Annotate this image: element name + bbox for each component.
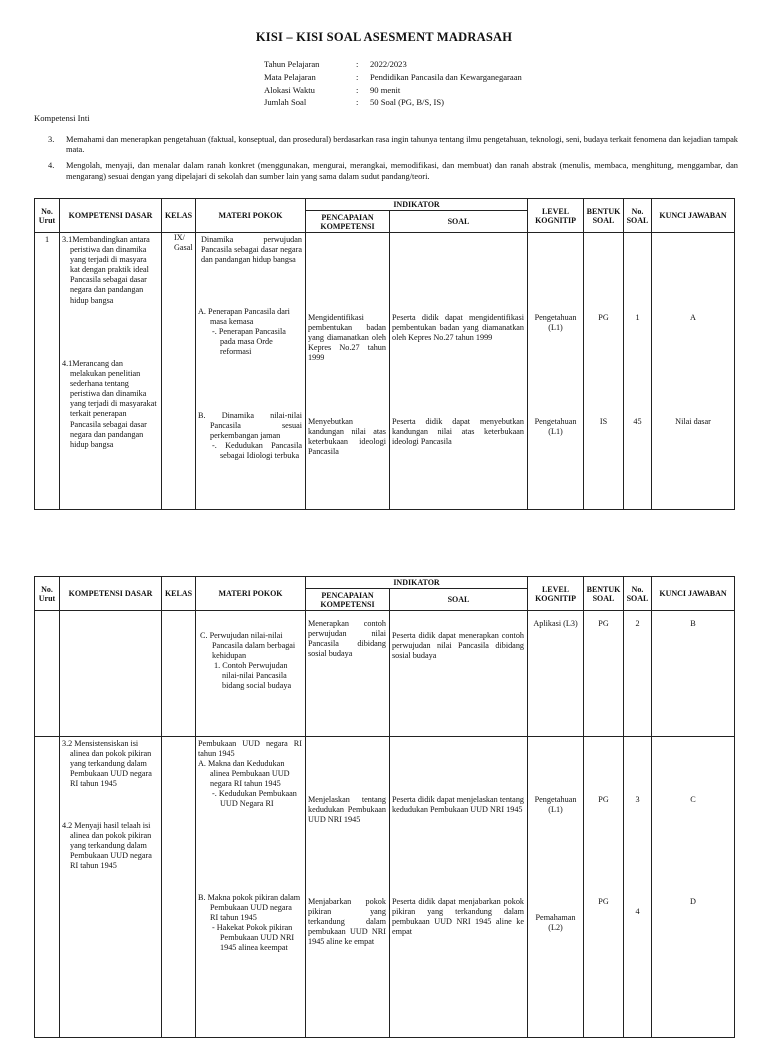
table-row — [35, 233, 735, 510]
kompetensi-inti-heading: Kompetensi Inti — [34, 113, 90, 123]
header-kunci-jawaban: KUNCI JAWABAN — [652, 577, 735, 611]
header-soal: SOAL — [390, 589, 528, 611]
header-kunci-jawaban: KUNCI JAWABAN — [652, 199, 735, 233]
document-meta — [264, 58, 522, 109]
materi-c: C. Perwujudan nilai-nilai Pancasila dalam berbagai kehidupan 1. Contoh Perwujudan nilai-nilai Pancasila bidang social budaya — [200, 631, 296, 691]
pencapaian-kompetensi: Menerapkan contoh perwujudan nilai Pancasila dibidang sosial budaya — [308, 619, 386, 659]
kd-item: 3.1Membandingkan antara peristiwa dan dinamika yang terjadi di masyara kat dengan praktik ideal Pancasila sebagai dasar negara dan pandangan hidup bangsa — [62, 235, 150, 305]
level-kognitip: Pengetahuan (L1) — [534, 313, 577, 333]
kisi-table-2 — [34, 576, 735, 1038]
soal-indikator: Peserta didik dapat menjabarkan pokok pikiran yang terkandung dalam pembukaan UUD NRI 1945 aline ke empat — [392, 897, 525, 937]
level-kognitip: Pengetahuan (L1) — [534, 795, 577, 815]
materi-b: B. Dinamika nilai-nilai Pancasila sesuai perkembangan jaman -. Kedudukan Pancasila sebagai Idiologi terbuka — [198, 411, 302, 461]
no-soal: 2 — [635, 619, 640, 628]
header-indikator: INDIKATOR — [306, 199, 528, 211]
meta-tahun-pelajaran: Tahun Pelajaran : 2022/2023 — [264, 59, 407, 69]
pencapaian-kompetensi: Menjelaskan tentang kedudukan Pembukaan UUD NRI 1945 — [308, 795, 386, 825]
header-kompetensi-dasar: KOMPETENSI DASAR — [60, 199, 162, 233]
header-indikator: INDIKATOR — [306, 577, 528, 589]
kompetensi-inti-item: 4. Mengolah, menyaji, dan menalar dalam ranah konkret (menggunakan, mengurai, merangkai, memodifikasi, dan membuat) dan ranah abstrak (menulis, membaca, menghitung, menggambar, dan mengarang) sesuai dengan yang dipelajari di sekolah dan sumber lain yang sama dalam sudut pandang/teori. — [48, 161, 738, 181]
bentuk-soal: PG — [598, 897, 609, 906]
kunci-jawaban: A — [690, 313, 696, 322]
no-urut: 1 — [44, 235, 50, 244]
no-soal: 4 — [635, 907, 640, 916]
header-soal: SOAL — [390, 211, 528, 233]
table-row — [35, 737, 735, 1038]
pencapaian-kompetensi: Menjabarkan pokok pikiran yang terkandung dalam pembukaan UUD NRI 1945 aline ke empat — [308, 897, 386, 947]
header-pencapaian-kompetensi: PENCAPAIAN KOMPETENSI — [306, 589, 390, 611]
header-level-kognitip: LEVEL KOGNITIP — [528, 199, 584, 233]
header-kelas: KELAS — [162, 199, 196, 233]
materi-intro: Dinamika perwujudan Pancasila sebagai dasar negara dan pandangan hidup bangsa — [201, 235, 302, 265]
header-kelas: KELAS — [162, 577, 196, 611]
no-soal: 45 — [633, 417, 642, 426]
level-kognitip: Pemahaman (L2) — [535, 913, 576, 933]
kd-item: 3.2 Mensistensiskan isi alinea dan pokok pikiran yang terkandung dalam Pembukaan UUD negara RI tahun 1945 — [62, 739, 152, 789]
meta-mata-pelajaran: Mata Pelajaran : Pendidikan Pancasila dan Kewarganegaraan — [264, 71, 522, 82]
materi-a: A. Makna dan Kedudukan alinea Pembukaan UUD negara RI tahun 1945 -. Kedudukan Pembukaan UUD Negara RI — [198, 759, 297, 809]
no-soal: 3 — [635, 795, 640, 804]
header-bentuk-soal: BENTUK SOAL — [584, 577, 624, 611]
level-kognitip: Pengetahuan (L1) — [534, 417, 577, 437]
kunci-jawaban: D — [690, 897, 696, 906]
kd-item: 4.2 Menyaji hasil telaah isi alinea dan pokok pikiran yang terkandung dalam Pembukaan UUD negara RI tahun 1945 — [62, 821, 152, 871]
header-pencapaian-kompetensi: PENCAPAIAN KOMPETENSI — [306, 211, 390, 233]
pencapaian-kompetensi: Mengidentifikasi pembentukan badan yang diamanatkan oleh Kepres No.27 tahun 1999 — [308, 313, 386, 363]
header-bentuk-soal: BENTUK SOAL — [584, 199, 624, 233]
header-no-soal: No. SOAL — [624, 199, 652, 233]
materi-a: A. Penerapan Pancasila dari masa kemasa -. Penerapan Pancasila pada masa Orde reformasi — [198, 307, 290, 357]
kelas: IX/ Gasal — [174, 233, 193, 253]
header-no-urut: No. Urut — [35, 577, 60, 611]
header-no-soal: No. SOAL — [624, 577, 652, 611]
pencapaian-kompetensi: Menyebutkan kandungan nilai atas keterbukaan ideologi Pancasila — [308, 417, 386, 457]
bentuk-soal: PG — [598, 795, 609, 804]
materi-b: B. Makna pokok pikiran dalam Pembukaan UUD negara RI tahun 1945 - Hakekat Pokok pikiran Pembukaan UUD NRI 1945 alinea keempat — [198, 893, 301, 953]
level-kognitip: Aplikasi (L3) — [533, 619, 578, 628]
header-level-kognitip: LEVEL KOGNITIP — [528, 577, 584, 611]
header-materi-pokok: MATERI POKOK — [196, 577, 306, 611]
kompetensi-inti-list — [48, 135, 738, 188]
kompetensi-inti-item: 3. Memahami dan menerapkan pengetahuan (faktual, konseptual, dan prosedural) berdasarkan rasa ingin tahunya tentang ilmu pengetahuan, teknologi, seni, budaya terkait fenomena dan kejadian tampak mata. — [48, 135, 738, 155]
soal-indikator: Peserta didik dapat mengidentifikasi pembentukan badan yang diamanatkan oleh Kepres No.27 tahun 1999 — [392, 313, 525, 343]
soal-indikator: Peserta didik dapat menerapkan contoh perwujudan nilai Pancasila dibidang sosial budaya — [392, 631, 525, 661]
no-soal: 1 — [635, 313, 640, 322]
header-kompetensi-dasar: KOMPETENSI DASAR — [60, 577, 162, 611]
soal-indikator: Peserta didik dapat menyebutkan kandungan nilai atas keterbukaan ideologi Pancasila — [392, 417, 525, 447]
table-row — [35, 611, 735, 737]
table-header-row — [35, 577, 735, 589]
kisi-table-1 — [34, 198, 735, 510]
kd-item: 4.1Merancang dan melakukan penelitian sederhana tentang peristiwa dan dinamika yang terjadi di masyarakat terkait penerapan Pancasila sebagai dasar negara dan pandangan hidup bangsa — [62, 359, 157, 449]
kunci-jawaban: B — [690, 619, 696, 628]
document-title: KISI – KISI SOAL ASESMENT MADRASAH — [255, 30, 513, 44]
meta-alokasi-waktu: Alokasi Waktu : 90 menit — [264, 84, 401, 95]
bentuk-soal: IS — [599, 417, 608, 426]
bentuk-soal: PG — [598, 313, 609, 322]
kunci-jawaban: C — [690, 795, 696, 804]
bentuk-soal: PG — [598, 619, 609, 628]
soal-indikator: Peserta didik dapat menjelaskan tentang kedudukan Pembukaan UUD NRI 1945 — [392, 795, 525, 815]
materi-intro: Pembukaan UUD negara RI tahun 1945 — [198, 739, 302, 759]
table-header-row — [35, 199, 735, 211]
meta-jumlah-soal: Jumlah Soal : 50 Soal (PG, B/S, IS) — [264, 97, 445, 108]
header-materi-pokok: MATERI POKOK — [196, 199, 306, 233]
kunci-jawaban: Nilai dasar — [675, 417, 711, 426]
header-no-urut: No. Urut — [35, 199, 60, 233]
